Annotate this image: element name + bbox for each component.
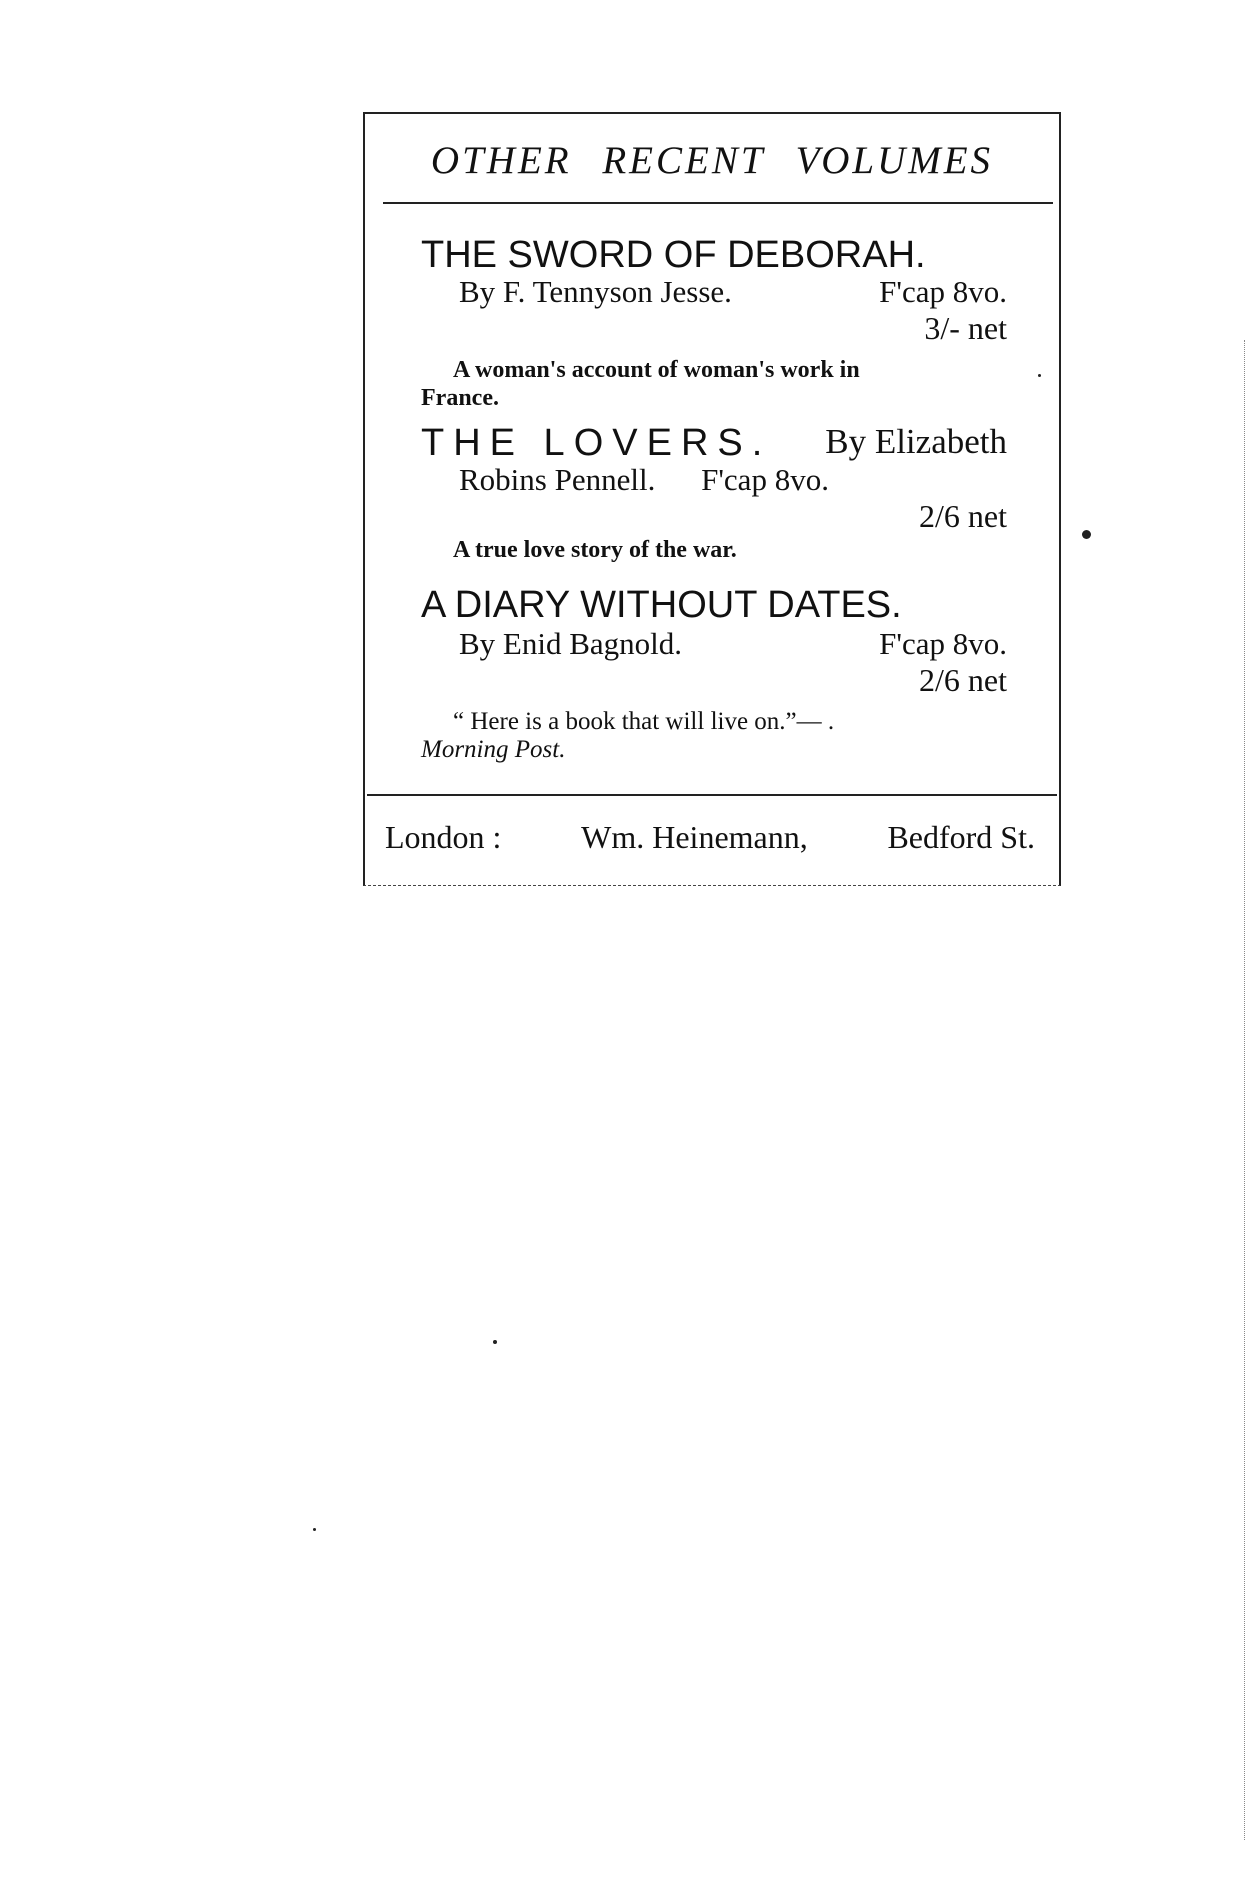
entry-1-description-line2: France. bbox=[421, 385, 499, 411]
entry-2-title-main: THE LOVERS. bbox=[421, 422, 772, 464]
entry-3-description bbox=[421, 708, 1009, 764]
entry-3-title-text: A DIARY WITHOUT DATES. bbox=[421, 584, 902, 626]
advertisement-box bbox=[363, 112, 1061, 886]
scan-edge-mark bbox=[1244, 340, 1248, 1840]
entry-1-format: F'cap 8vo. bbox=[879, 274, 1007, 309]
scan-speck bbox=[493, 1340, 497, 1344]
header-title: OTHER RECENT VOLUMES bbox=[430, 139, 994, 182]
entry-1-description-line1: A woman's account of woman's work in bbox=[453, 357, 860, 383]
entry-3-byline bbox=[459, 626, 1007, 662]
footer-publisher: Wm. Heinemann, bbox=[581, 819, 808, 855]
entry-3-title bbox=[421, 584, 1007, 627]
entry-3-quote-source: Morning Post. bbox=[421, 736, 566, 763]
scan-speck bbox=[313, 1528, 316, 1531]
top-rule bbox=[383, 202, 1053, 204]
entry-2-description bbox=[421, 536, 1009, 564]
entry-1-price: 3/- net bbox=[924, 310, 1007, 346]
entry-2-author: Robins Pennell. bbox=[459, 462, 656, 497]
entry-2-price: 2/6 net bbox=[919, 498, 1007, 534]
entry-3-format: F'cap 8vo. bbox=[879, 626, 1007, 661]
footer-city: London : bbox=[385, 819, 502, 855]
publisher-footer bbox=[385, 819, 1035, 856]
entry-2-title bbox=[421, 422, 1007, 465]
entry-2-format: F'cap 8vo. bbox=[701, 462, 829, 497]
entry-3-quote: “ Here is a book that will live on.”— . bbox=[453, 708, 835, 735]
entry-2-title-rest: By Elizabeth bbox=[825, 422, 1007, 461]
scan-speck bbox=[1082, 530, 1091, 539]
entry-3-price: 2/6 net bbox=[919, 662, 1007, 698]
bottom-rule bbox=[367, 794, 1057, 796]
scan-speck bbox=[1038, 374, 1041, 377]
footer-street: Bedford St. bbox=[887, 819, 1035, 855]
entry-2-byline bbox=[459, 462, 949, 498]
entry-3-author: By Enid Bagnold. bbox=[459, 626, 683, 661]
entry-1-title bbox=[421, 234, 1007, 277]
entry-1-author: By F. Tennyson Jesse. bbox=[459, 274, 732, 309]
entry-1-title-text: THE SWORD OF DEBORAH. bbox=[421, 234, 926, 276]
entry-2-description-line1: A true love story of the war. bbox=[453, 537, 737, 563]
entry-1-byline bbox=[459, 274, 1007, 310]
entry-1-description bbox=[421, 356, 1009, 412]
